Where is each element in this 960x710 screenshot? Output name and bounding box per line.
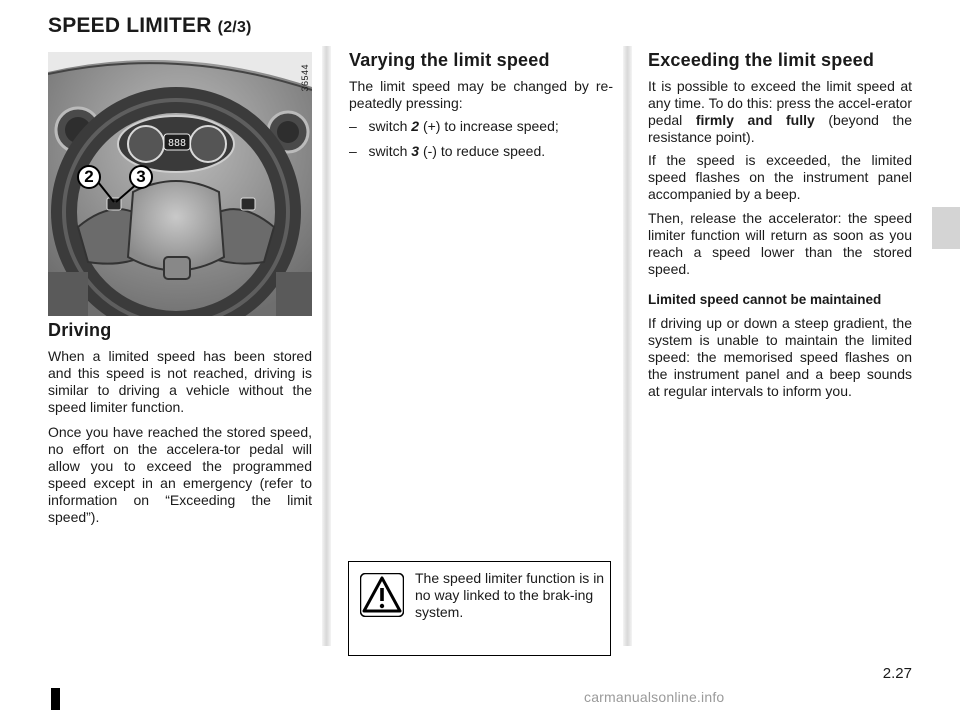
page-title [48,14,252,38]
figure-number: 36544 [300,64,310,92]
driving-paragraph-2: Once you have reached the stored speed, no effort on the accelera-tor pedal will allow you to exceed the programmed speed except in an emergency (refer to information on “Exceeding the limit speed”). [48,424,312,525]
exceeding-paragraph-1 [648,78,912,146]
switch-number: 3 [411,143,420,159]
exceeding-paragraph-4: If driving up or down a steep gradient, the system is unable to maintain the limited speed: the memorised speed flashes on the instrument panel and a beep sounds at regular intervals to inform you. [648,315,912,399]
title-text: SPEED LIMITER [48,14,212,37]
limited-speed-subheading: Limited speed cannot be maintained [648,292,882,307]
dashboard-display-text: 888 [167,138,187,149]
callout-3: 3 [129,165,153,189]
p1-post: (beyond the resistance point). [648,112,912,145]
watermark: carmanualsonline.info [584,689,725,705]
bullet-pre: switch [368,118,412,134]
corner-mark [51,688,60,710]
warning-box [348,561,611,656]
exceeding-heading: Exceeding the limit speed [648,50,875,70]
bullet-dash: – [349,143,357,159]
varying-intro: The limit speed may be changed by re-peatedly pressing: [349,78,613,111]
callout-2: 2 [77,165,101,189]
switch-number: 2 [411,118,420,134]
driving-paragraph-1: When a limited speed has been stored and this speed is not reached, driving is similar to driving a vehicle without the speed limiter function. [48,348,312,415]
column-separator [322,46,331,646]
warning-text: The speed limiter function is in no way linked to the brak-ing system. [415,570,605,620]
bullet-increase [349,118,559,135]
bullet-post: (+) to increase speed; [419,118,559,134]
exceeding-paragraph-3: Then, release the accelerator: the speed limiter function will return as soon as you reach a speed lower than the stored speed. [648,210,912,277]
bullet-reduce [349,143,545,160]
varying-heading: Varying the limit speed [349,50,550,70]
bullet-post: (-) to reduce speed. [419,143,546,159]
p1-bold: firmly and fully [695,112,815,128]
chapter-tab [932,207,960,249]
page-number: 2.27 [882,665,912,682]
p1-pre: It is possible to exceed the limit speed at any time. To do this: press the accel-erator pedal [648,78,912,128]
column-separator [623,46,632,646]
bullet-dash: – [349,118,357,134]
exceeding-paragraph-2: If the speed is exceeded, the limited speed flashes on the instrument panel accompanied by a beep. [648,152,912,202]
bullet-pre: switch [368,143,412,159]
warning-triangle-icon [360,573,404,617]
title-suffix: (2/3) [217,19,252,36]
driving-heading: Driving [48,320,112,340]
steering-wheel-figure [48,52,312,316]
